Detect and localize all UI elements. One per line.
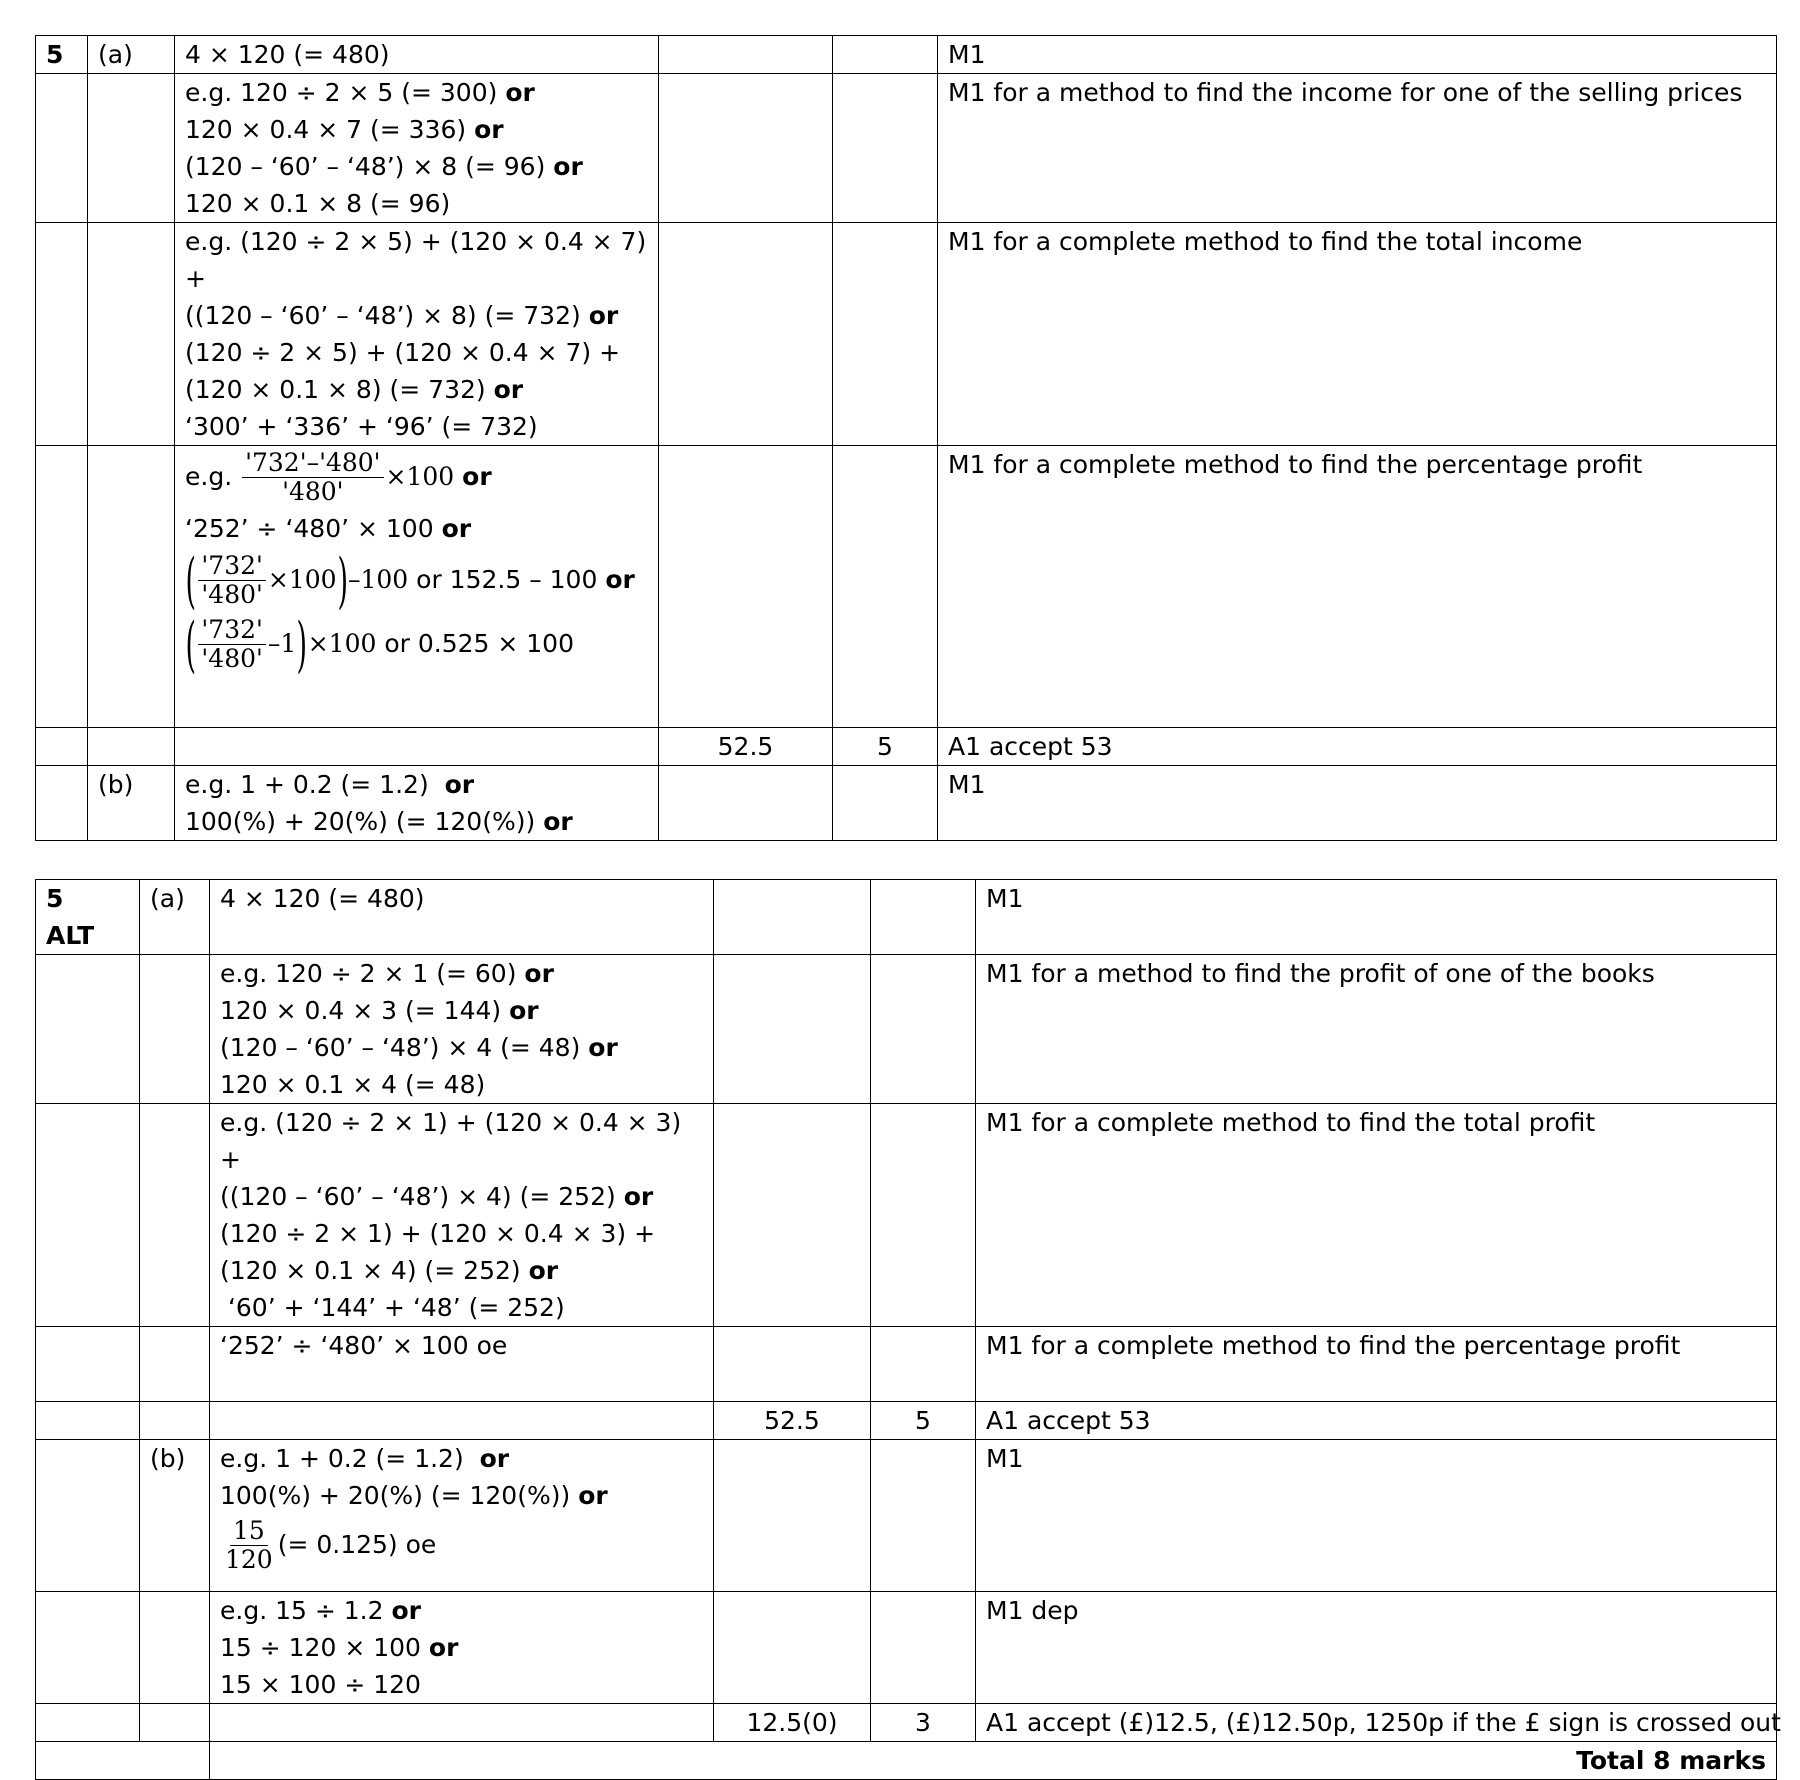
working-cell: e.g. 120 ÷ 2 × 1 (= 60) or 120 × 0.4 × 3 (= 144) or (120 – ‘60’ – ‘48’) × 4 (= 48) or 120 × 0.1 × 4 (= 48) xyxy=(210,955,714,1104)
table-row xyxy=(36,223,1777,446)
table-row xyxy=(36,728,1777,766)
fraction: $\frac{'732'}{'480'}$ xyxy=(198,617,265,673)
total-marks: Total 8 marks xyxy=(210,1742,1777,1780)
answer-cell: 12.5(0) xyxy=(714,1704,871,1742)
fraction: $\frac{15}{120}$ xyxy=(225,1516,273,1575)
answer-cell xyxy=(659,36,833,74)
working-cell: e.g. 120 ÷ 2 × 5 (= 300) or 120 × 0.4 × 7 (= 336) or (120 – ‘60’ – ‘48’) × 8 (= 96) or 120 × 0.1 × 8 (= 96) xyxy=(175,74,659,223)
notes-cell: M1 for a complete method to find the percentage profit xyxy=(976,1327,1777,1402)
part-label: (a) xyxy=(140,880,210,955)
working-cell: e.g. 1 + 0.2 (= 1.2) or 100(%) + 20(%) (= 120(%)) or xyxy=(175,766,659,841)
working-cell: e.g. (120 ÷ 2 × 5) + (120 × 0.4 × 7) + ((120 – ‘60’ – ‘48’) × 8) (= 732) or (120 ÷ 2 × 5) + (120 × 0.4 × 7) + (120 × 0.1 × 8) (= 732) or ‘300’ + ‘336’ + ‘96’ (= 732) xyxy=(175,223,659,446)
notes-cell: M1 for a complete method to find the total income xyxy=(938,223,1777,446)
table-row xyxy=(36,1327,1777,1402)
table-row xyxy=(36,1104,1777,1327)
question-number: 5 xyxy=(36,36,88,74)
table-row xyxy=(36,1592,1777,1704)
working-cell: e.g. 15 ÷ 1.2 or 15 ÷ 120 × 100 or 15 × 100 ÷ 120 xyxy=(210,1592,714,1704)
table-row xyxy=(36,74,1777,223)
answer-cell: 52.5 xyxy=(714,1402,871,1440)
mark-cell: 5 xyxy=(833,728,938,766)
table-row xyxy=(36,880,1777,955)
table-row xyxy=(36,36,1777,74)
working-cell: ‘252’ ÷ ‘480’ × 100 oe xyxy=(210,1327,714,1402)
fraction: $\frac{'732'}{'480'}$ xyxy=(198,553,265,609)
working-cell: e.g. (120 ÷ 2 × 1) + (120 × 0.4 × 3) + ((120 – ‘60’ – ‘48’) × 4) (= 252) or (120 ÷ 2 × 1) + (120 × 0.4 × 3) + (120 × 0.1 × 4) (= 252) or ‘60’ + ‘144’ + ‘48’ (= 252) xyxy=(210,1104,714,1327)
answer-cell: 52.5 xyxy=(659,728,833,766)
part-label: (b) xyxy=(88,766,175,841)
notes-cell: A1 accept 53 xyxy=(938,728,1777,766)
notes-cell: A1 accept (£)12.5, (£)12.50p, 1250p if the £ sign is crossed out xyxy=(976,1704,1777,1742)
question-number: 5 ALT xyxy=(36,880,140,955)
table-row xyxy=(36,1704,1777,1742)
table-row xyxy=(36,766,1777,841)
notes-cell: A1 accept 53 xyxy=(976,1402,1777,1440)
part-label: (a) xyxy=(88,36,175,74)
table-row xyxy=(36,1440,1777,1592)
mark-cell: 5 xyxy=(871,1402,976,1440)
mark-scheme-table-alt xyxy=(35,879,1781,1780)
notes-cell: M1 for a method to find the profit of one of the books xyxy=(976,955,1777,1104)
notes-cell: M1 xyxy=(938,766,1777,841)
mark-scheme-table-main xyxy=(35,35,1777,841)
mark-cell: 3 xyxy=(871,1704,976,1742)
working-cell: e.g. $\frac{'732'-'480'}{'480'}$ ×100 or ‘252’ ÷ ‘480’ × 100 or ( $\frac{'732'}{'480'}$ ×100)–100 or 152.5 – 100 or ( $\frac{'732'}{'480'}$ –1)×100 or 0.525 × 100 xyxy=(175,446,659,728)
notes-cell: M1 xyxy=(976,880,1777,955)
table-row xyxy=(36,1402,1777,1440)
table-row xyxy=(36,1742,1777,1780)
notes-cell: M1 for a complete method to find the total profit xyxy=(976,1104,1777,1327)
working-cell: e.g. 1 + 0.2 (= 1.2) or 100(%) + 20(%) (= 120(%)) or $\frac{15}{120}$ (= 0.125) oe xyxy=(210,1440,714,1592)
working-cell: 4 × 120 (= 480) xyxy=(210,880,714,955)
notes-cell: M1 dep xyxy=(976,1592,1777,1704)
table-row xyxy=(36,955,1777,1104)
notes-cell: M1 for a complete method to find the percentage profit xyxy=(938,446,1777,728)
notes-cell: M1 xyxy=(976,1440,1777,1592)
table-row xyxy=(36,446,1777,728)
working-cell: 4 × 120 (= 480) xyxy=(175,36,659,74)
part-label: (b) xyxy=(140,1440,210,1592)
mark-cell xyxy=(833,36,938,74)
notes-cell: M1 xyxy=(938,36,1777,74)
notes-cell: M1 for a method to find the income for one of the selling prices xyxy=(938,74,1777,223)
fraction: $\frac{'732'-'480'}{'480'}$ xyxy=(242,450,383,506)
